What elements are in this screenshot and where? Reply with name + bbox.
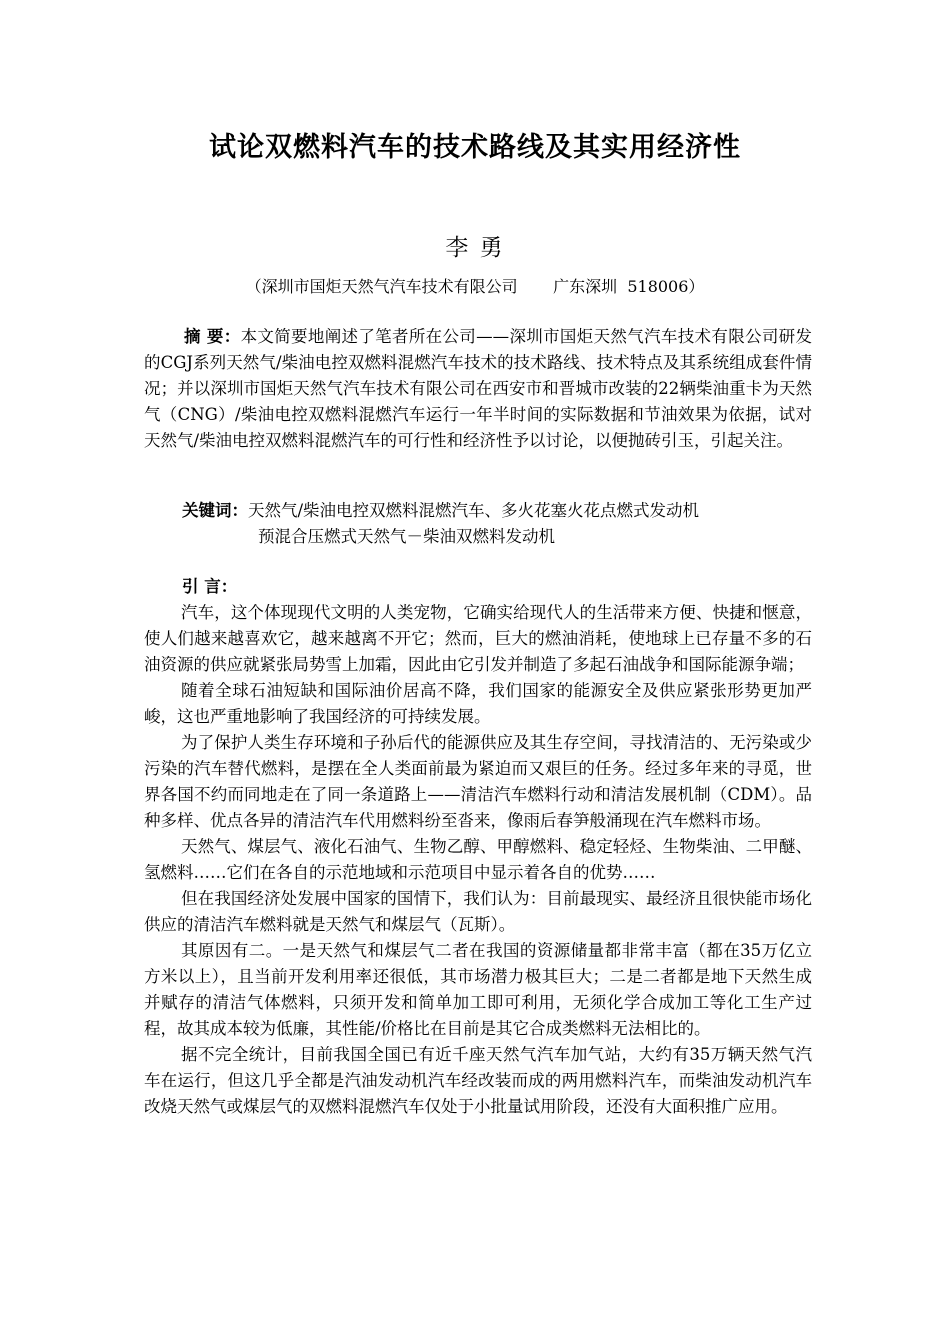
intro-paragraph-7: 据不完全统计，目前我国全国已有近千座天然气汽车加气站，大约有35万辆天然气汽车在运行，但这几乎全都是汽油发动机汽车经改装而成的两用燃料汽车，而柴油发动机汽车改烧天然气或煤层气的双燃料混燃汽车仅处于小批量试用阶段，还没有大面积推广应用。 xyxy=(144,1045,812,1116)
abstract-text: 本文简要地阐述了笔者所在公司——深圳市国炬天然气汽车技术有限公司研发的CGJ系列天然气/柴油电控双燃料混燃汽车技术的技术路线、技术特点及其系统组成套件情况；并以深圳市国炬天然气汽车技术有限公司在西安市和晋城市改装的22辆柴油重卡为天然气（CNG）/柴油电控双燃料混燃汽车运行一年半时间的实际数据和节油效果为依据，试对天然气/柴油电控双燃料混燃汽车的可行性和经济性予以讨论，以便抛砖引玉，引起关注。 xyxy=(144,327,813,450)
intro-paragraph-4: 天然气、煤层气、液化石油气、生物乙醇、甲醇燃料、稳定轻烃、生物柴油、二甲醚、氢燃料……它们在各自的示范地域和示范项目中显示着各自的优势…… xyxy=(144,837,812,882)
keywords-line-1: 天然气/柴油电控双燃料混燃汽车、多火花塞火花点燃式发动机 xyxy=(248,501,700,520)
abstract-label: 摘 要： xyxy=(184,327,241,346)
author-name: 李 勇 xyxy=(445,235,505,261)
intro-paragraph-2: 随着全球石油短缺和国际油价居高不降，我们国家的能源安全及供应紧张形势更加严峻，这也严重地影响了我国经济的可持续发展。 xyxy=(144,681,812,726)
author-affiliation: （深圳市国炬天然气汽车技术有限公司 广东深圳 518006） xyxy=(245,277,705,296)
keywords-block xyxy=(182,498,699,550)
intro-section xyxy=(144,600,812,1120)
intro-paragraph-6: 其原因有二。一是天然气和煤层气二者在我国的资源储量都非常丰富（都在35万亿立方米以上），且当前开发利用率还很低，其市场潜力极其巨大；二是二者都是地下天然生成并赋存的清洁气体燃料，只须开发和简单加工即可利用，无须化学合成加工等化工生产过程，故其成本较为低廉，其性能/价格比在目前是其它合成类燃料无法相比的。 xyxy=(144,941,812,1038)
keywords-line-2: 预混合压燃式天然气－柴油双燃料发动机 xyxy=(258,527,555,546)
abstract-paragraph xyxy=(144,324,812,454)
intro-paragraph-1: 汽车，这个体现现代文明的人类宠物，它确实给现代人的生活带来方便、快捷和惬意，使人们越来越喜欢它，越来越离不开它；然而，巨大的燃油消耗，使地球上已存量不多的石油资源的供应就紧张局势雪上加霜，因此由它引发并制造了多起石油战争和国际能源争端； xyxy=(144,603,812,674)
document-title: 试论双燃料汽车的技术路线及其实用经济性 xyxy=(209,132,741,163)
keywords-row-1 xyxy=(182,498,699,524)
keywords-label: 关键词： xyxy=(182,501,248,520)
intro-paragraph-3: 为了保护人类生存环境和子孙后代的能源供应及其生存空间，寻找清洁的、无污染或少污染的汽车替代燃料，是摆在全人类面前最为紧迫而又艰巨的任务。经过多年来的寻觅，世界各国不约而同地走在了同一条道路上——清洁汽车燃料行动和清洁发展机制（CDM）。品种多样、优点各异的清洁汽车代用燃料纷至沓来，像雨后春笋般涌现在汽车燃料市场。 xyxy=(144,733,812,830)
intro-heading: 引 言： xyxy=(182,577,238,596)
intro-paragraph-5: 但在我国经济处发展中国家的国情下，我们认为：目前最现实、最经济且很快能市场化供应的清洁汽车燃料就是天然气和煤层气（瓦斯）。 xyxy=(144,889,812,934)
